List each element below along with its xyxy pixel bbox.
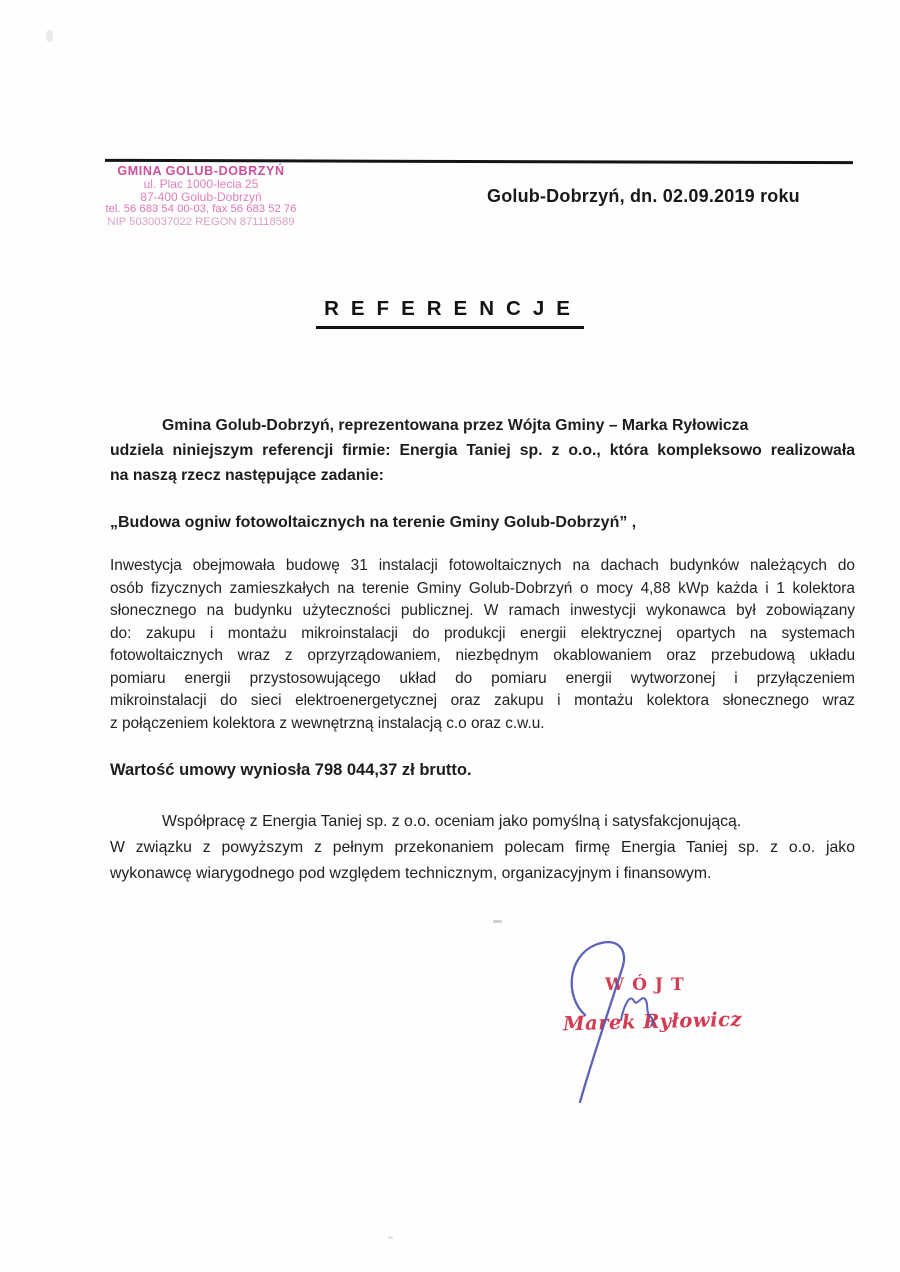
stamp-line-street: ul. Plac 1000-lecia 25	[143, 176, 259, 191]
body-line: do: zakupu i montażu mikroinstalacji do produkcji energii elektrycznej opartych na systemach	[110, 624, 855, 642]
stamp-line-name: GMINA GOLUB-DOBRZYŃ	[117, 164, 285, 178]
stamp-line-nip-regon: NIP 5030037022 REGON 871118589	[107, 216, 295, 229]
signatory-name-stamp: Marek Ryłowicz	[562, 1007, 743, 1036]
body-line: W związku z powyższym z pełnym przekonaniem polecam firmę Energia Taniej sp. z o.o. jako	[110, 839, 855, 856]
intro-paragraph	[110, 413, 855, 488]
body-line: pomiaru energii przystosowującego układ do pomiaru energii wytworzonej i przyłączeniem	[110, 669, 855, 687]
body-line: Wartość umowy wyniosła 798 044,37 zł brutto.	[110, 761, 472, 779]
scan-smudge	[493, 920, 502, 923]
body-line: Inwestycja obejmowała budowę 31 instalacji fotowoltaicznych na dachach budynków należących do	[110, 557, 855, 574]
body-line: słonecznego na budynku użyteczności publicznej. W ramach inwestycji wykonawca był zobowiązany	[110, 602, 855, 619]
document-title: REFERENCJE	[316, 297, 584, 329]
signatory-role-stamp: WÓJT	[605, 975, 692, 995]
investment-paragraph	[110, 555, 855, 735]
body-line: osób fizycznych zamieszkałych na terenie Gminy Golub-Dobrzyń o mocy 4,88 kWp każda i 1 kolektora	[110, 579, 855, 597]
task-title-line	[110, 510, 855, 536]
scan-smudge	[388, 1236, 393, 1239]
body-line: Gmina Golub-Dobrzyń, reprezentowana przez Wójta Gminy – Marka Ryłowicza	[162, 417, 749, 434]
body-line: na naszą rzecz następujące zadanie:	[110, 467, 384, 484]
body-line: „Budowa ogniw fotowoltaicznych na terenie Gminy Golub-Dobrzyń” ,	[110, 514, 637, 531]
stamp-line-city: 87-400 Golub-Dobrzyń	[140, 189, 262, 204]
body-line: z połączeniem kolektora z wewnętrzną instalacją c.o oraz c.w.u.	[110, 714, 545, 732]
body-line: mikroinstalacji do sieci elektroenergetycznej oraz zakupu i montażu kolektora słonecznego wraz	[110, 692, 855, 709]
title-wrap	[0, 297, 900, 329]
pen-signature-icon	[555, 935, 785, 1120]
body-line: udziela niniejszym referencji firmie: Energia Taniej sp. z o.o., która kompleksowo realizowała	[110, 442, 855, 459]
stamp-line-phone: tel. 56 683 54 00-03, fax 56 683 52 76	[105, 203, 297, 216]
municipality-office-stamp	[85, 165, 317, 229]
closing-paragraph	[110, 809, 855, 887]
contract-value-line	[110, 757, 855, 783]
body-line: fotowoltaicznych wraz z oprzyrządowaniem, niezbędnym okablowaniem oraz przebudową układu	[110, 647, 855, 664]
signature-block	[555, 935, 785, 1120]
body-line: wykonawcę wiarygodnego pod względem technicznym, organizacyjnym i finansowym.	[110, 865, 712, 882]
document-date: Golub-Dobrzyń, dn. 02.09.2019 roku	[487, 186, 800, 206]
scan-smudge	[46, 30, 53, 42]
body-line: Współpracę z Energia Taniej sp. z o.o. oceniam jako pomyślną i satysfakcjonującą.	[162, 813, 742, 830]
